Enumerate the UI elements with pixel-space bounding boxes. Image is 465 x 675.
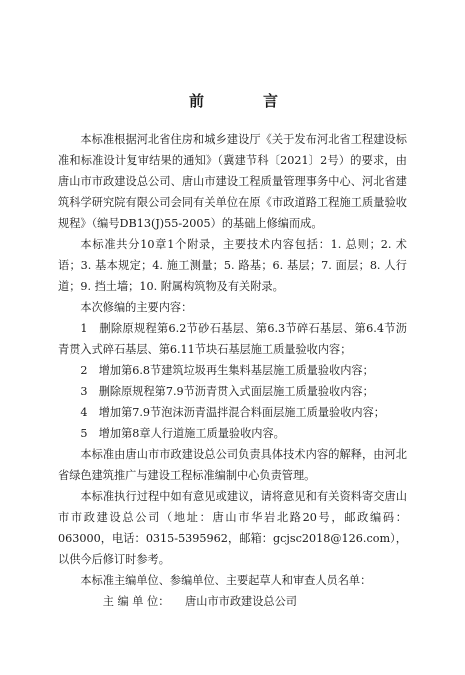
chief-editor-unit-label: 主 编 单 位： — [102, 595, 170, 608]
revision-item: 2 增加第6.8节建筑垃圾再生集料基层施工质量验收内容； — [80, 364, 374, 377]
revision-item: 1 删除原规程第6.2节砂石基层、第6.3节碎石基层、第6.4节沥青贯入式碎石基层、第6.11节块石基层施工质量验收内容； — [58, 322, 407, 356]
paragraph-interpretation: 本标准由唐山市市政建设总公司负责具体技术内容的解释，由河北省绿色建筑推广与建设工程标准编制中心负责管理。 — [58, 448, 407, 482]
paragraph-basis: 本标准根据河北省住房和城乡建设厅《关于发布河北省工程建设标准和标准设计复审结果的通知》（冀建节科〔2021〕2号）的要求，由唐山市市政建设总公司、唐山市建设工程质量管理事务中心、河北省建筑科学研究院有限公司会同有关单位在原《市政道路工程施工质量验收规程》（编号DB13(J)55-2005）的基础上修编而成。 — [58, 133, 407, 230]
paragraph-feedback: 本标准执行过程中如有意见或建议，请将意见和有关资料寄交唐山市市政建设总公司（地址：唐山市华岩北路20号，邮政编码：063000，电话：0315-5395962，邮箱：gcjsc2018@126.com），以供今后修订时参考。 — [58, 490, 407, 566]
chief-editor-unit-value: 唐山市市政建设总公司 — [185, 595, 297, 608]
page-title: 前 言 — [188, 92, 300, 110]
paragraph-revision-intro: 本次修编的主要内容： — [80, 301, 193, 314]
revision-item: 5 增加第8章人行道施工质量验收内容。 — [80, 427, 285, 440]
revision-item: 4 增加第7.9节泡沫沥青温拌混合料面层施工质量验收内容； — [80, 406, 385, 419]
revision-item: 3 删除原规程第7.9节沥青贯入式面层施工质量验收内容； — [80, 385, 374, 398]
paragraph-chapters: 本标准共分10章1个附录，主要技术内容包括：1. 总则；2. 术语；3. 基本规定；4. 施工测量；5. 路基；6. 基层；7. 面层；8. 人行道；9. 挡土墙；10. 附属构筑物及有关附录。 — [58, 238, 407, 293]
paragraph-units-intro: 本标准主编单位、参编单位、主要起草人和审查人员名单： — [80, 574, 372, 587]
chief-editor-unit-line — [58, 591, 407, 612]
